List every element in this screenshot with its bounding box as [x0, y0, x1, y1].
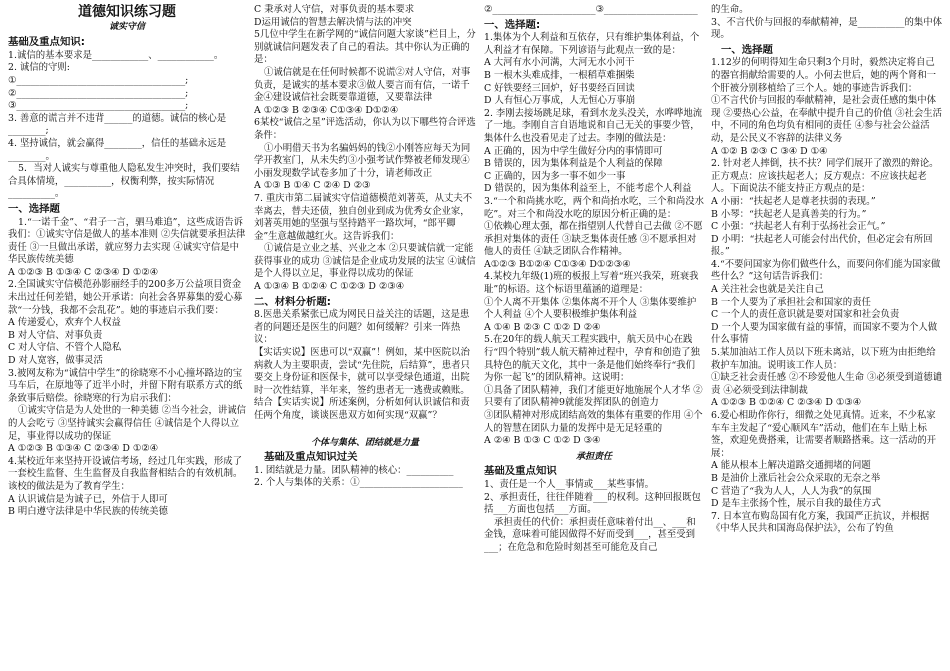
answer-option: D 对人宽容，做事灵活	[8, 355, 103, 367]
knowledge-line: 承担责任的代价：承担责任意味着付出__、___和金钱，意味着可能因做得不好而受到___，甚至受到___；在危急和危险时刻甚至可能危及自己	[484, 516, 696, 553]
answer-option: A 大河有水小河满，大河无水小河干	[484, 57, 635, 69]
answer-option: C 正确的，因为多一事不如少一事	[484, 170, 626, 182]
section-heading-analysis: 二、材料分析题:	[254, 295, 331, 308]
answer-options: A ①②③ B ①②④ C ②③④ D ①③④	[711, 397, 862, 409]
answer-option: D 错误的，因为集体利益至上，不能考虑个人利益	[484, 183, 692, 195]
question-statements: ①具备了团队精神，我们才能更好地施展个人才华 ②只要有了团队精神9就能发挥团队的创造力	[484, 384, 703, 409]
question-text: 4.“不要问国家为你们做些什么，而要问你们能为国家做些什么？”这句话告诉我们：	[711, 258, 941, 283]
answer-option: D 是车主张扬个性，展示自我的最佳方式	[711, 498, 881, 510]
knowledge-line: ③____________________________________;	[8, 100, 189, 112]
answer-option: C 营造了“我为人人，人人为我”的氛围	[711, 485, 872, 497]
answer-options: A ①②③ B ①③④ C ②③④ D ①②④	[8, 443, 159, 455]
answer-options: A ①③④ B ①②④ C ①②③ D ②③④	[254, 281, 405, 293]
material-text: 【实话实说】医患可以“双赢”！例如，某中医院以治病救人为主要职责，尝试“先住院，后结算”，患者只要交上身份证和医保卡，就可以享受绿色通道，出院时一次性结算，半年来，签约患者无一逃费或赖账。	[254, 347, 470, 396]
knowledge-line: 3、不言代价与回报的奉献精神，是__________的集中体现。	[711, 16, 942, 41]
answer-option: A 传递爱心，欢弃个人权益	[8, 317, 121, 329]
answer-option: A 正确的，因为中学生做好分内的事情即可	[484, 145, 663, 157]
knowledge-line: ②______________________③____________________	[484, 4, 698, 15]
unit-title: 个体与集体、团结就是力量	[310, 437, 419, 448]
answer-option: C 好铁要经三回炉，好书要经百回读	[484, 82, 635, 94]
answer-options: A ②④ B ①③ C ①② D ③④	[484, 435, 601, 447]
section-heading-knowledge: 基础及重点知识过关	[264, 451, 358, 464]
knowledge-line: 的生命。	[711, 4, 749, 15]
question-statements: ③团队精神对形成团结高效的集体有重要的作用 ④个人的智慧在团队力量的发挥中是无足轻重的	[484, 410, 703, 434]
knowledge-line: 1. 团结就是力量。团队精神的核心：__________	[254, 464, 454, 476]
answer-options: A ①④ B ②③ C ①② D ②④	[484, 321, 601, 333]
answer-option: D 小明：“扶起老人可能会付出代价，但必定会有所回报。”	[711, 233, 933, 258]
answer-option: B 是油价上涨后社会公众采取的无奈之举	[711, 472, 881, 484]
question-text: 5.在20年的载人航天工程实践中，航天员中心在践行“四个特别”载人航天精神过程中，孕育和创造了独具特色的航天文化，其中一条是他们始终奉行“我们为你一起飞”的团队精神。这说明：	[484, 334, 700, 384]
answer-option: C 一个人的责任意识就是要对国家和社会负责	[711, 309, 900, 321]
answer-option: A 关注社会也就是关注自己	[711, 284, 824, 296]
answer-option: C 对人守信、不管个人隐私	[8, 342, 122, 354]
answer-options: A ①③ B ①④ C ②④ D ②③	[254, 180, 371, 192]
answer-option: D运用诚信的智慧去解决情与法的冲突	[254, 16, 412, 28]
column-4	[711, 4, 943, 536]
question-text: 1.12岁的何明得知生命只剩3个月时，毅然决定将自己的器官捐献给需要的人。小何去世后，她的两个肾和一个肝被分别移植给了三个人。她的事迹告诉我们：	[711, 57, 937, 94]
question-text: 2.全国诚实守信模范孙影丽经手的200多万公益项目资金未出过任何差错，她公开承诺：向社会各界募集的爱心募款“一分钱，我都不会乱花”。她的事迹启示我们要：	[8, 279, 243, 316]
question-text: 3.“一个和尚挑水吃，两个和尚抬水吃，三个和尚没水吃”。对三个和尚没水吃的原因分析正确的是：	[484, 195, 704, 220]
question-statements: ①小明借天书为名骗妈妈的钱②小刚答应每天为同学开教室门，从未失约③小强考试作弊被老师发现④小丽发现数学试卷多加了十分，请老师改正	[254, 142, 471, 179]
knowledge-line: 4. 坚持诚信，就会赢得________，信任的基础永远是________。	[8, 137, 227, 162]
knowledge-line: 1.诚信的基本要求是____________、____________。	[8, 49, 224, 61]
section-heading-choice: 一、选择题	[8, 202, 60, 215]
question-statements: ①诚信是立业之基、兴业之本 ②只要诚信就一定能获得事业的成功 ③诚信是企业成功发展的法宝 ④诚信是个人得以立足，事业得以成功的保证	[254, 243, 476, 280]
answer-option: A 认识诚信是为诚子已，外信于人即可	[8, 493, 168, 505]
question-text: 5几位中学生在新学网的“诚信问题大家谈”栏目上，分别就诚信问题发表了自己的看法。其中你认为正确的是：	[254, 29, 476, 66]
answer-option: B 一根木头难成排，一根稻草难捆柴	[484, 69, 635, 81]
question-text: 4.某校近年来坚持开设诚信考场，经过几年实践，形成了一套校生监督、生生监督及自我监督相结合的有效机制。该校的做法是为了教育学生：	[8, 455, 243, 492]
question-text: 2. 针对老人摔倒，扶不扶？同学们展开了激烈的辩论。正方观点：应该扶起老人；反方观点：不应该扶起老人。下面说法不能支持正方观点的是：	[711, 158, 939, 195]
section-heading-knowledge: 基础及重点知识:	[8, 36, 85, 49]
section-heading-knowledge: 基础及重点知识	[484, 465, 557, 478]
answer-option: C 秉承对人守信，对事负责的基本要求	[254, 4, 415, 15]
answer-option: C 小强：“扶起老人有利于弘扬社会正气。”	[711, 221, 886, 233]
question-text: 4.某校九年级(1)班的板报上写着“班兴我荣，班衰我耻”的标语。这个标语里蕴涵的道理是：	[484, 271, 699, 296]
question-text: 1.“一诺千金”、“君子一言，驷马难追”，这些成语告诉我们：①诚实守信是做人的基本准则 ②失信就要承担法律责任 ③一旦做出承诺，就应努力去实现 ④诚实守信是中华民族传统美德	[8, 216, 246, 266]
question-text: 7. 日本宣布购岛国有化方案，我国严正抗议，并根据《中华人民共和国海岛保护法》，公布了钓鱼	[711, 510, 930, 535]
question-text: 5.某加油站工作人员以下班未离站，以下班为由拒绝给救护车加油。说明该工作人员：	[711, 347, 936, 371]
knowledge-line: 2、承担责任，往往伴随着___的权利。这种回报既包括___方面也包括___方面。	[484, 491, 701, 516]
knowledge-line: 1、责任是一个人__事情或___某些事情。	[484, 478, 655, 490]
answer-option: B 对人守信、对事负责	[8, 329, 103, 341]
knowledge-line: 5．当对人诚实与尊重他人隐私发生冲突时，我们要结合具体情境，__________，权衡利弊，按实际情况__________。	[8, 163, 240, 200]
unit-title: 承担责任	[575, 451, 612, 462]
knowledge-line: 2. 个人与集体的关系：①______________________	[254, 477, 463, 489]
answer-options: A①②③ B①②④ C①③④ D①②③④	[484, 258, 631, 270]
answer-option: D 一个人要为国家做有益的事情，而国家不要为个人做什么事情	[711, 321, 938, 346]
answer-option: B 明白遵守法律是中华民族的传统美德	[8, 506, 168, 518]
question-text: 6某校“诚信之星”评选活动，你认为以下哪些符合评选条件：	[254, 117, 476, 141]
answer-options: A ①② B ②③ C ③④ D ①④	[711, 145, 828, 157]
column-3	[484, 4, 704, 555]
answer-option: A 能从根本上解决道路交通拥堵的问题	[711, 460, 871, 472]
question-text: 3.被网友称为“诚信中学生”的徐晓寒不小心撞坏路边的宝马车后，在原地等了近半小时，并留下附有联系方式的纸条致事后赔偿。徐晓寒的行为启示我们：	[8, 367, 243, 404]
question-statements: ①诚信就是在任何时候都不说谎②对人守信，对事负责，是诚实的基本要求③做人要言而有信，一诺千金④建设诚信社会既要靠道德，又要靠法律	[254, 66, 471, 104]
answer-options: A ①②③ B ①③④ C ②③④ D ①②④	[8, 266, 159, 278]
question-statements: ①缺乏社会责任感 ②不珍爱他人生命 ③必须受到道德谴责 ④必须受到法律制裁	[711, 372, 942, 396]
section-heading-choice: 一、选择题	[721, 43, 773, 56]
answer-option: A 小丽：“扶起老人是尊老扶弱的表现。”	[711, 195, 876, 207]
column-2	[254, 4, 476, 490]
answer-options: A ①②③ B ②③④ C①③④ D①②④	[254, 104, 399, 116]
answer-option: B 小琴：“扶起老人是真善美的行为。”	[711, 208, 867, 220]
page-title: 道德知识练习题	[78, 4, 176, 20]
answer-option: B 错误的，因为集体利益是个人利益的保障	[484, 158, 663, 170]
question-statements: ①个人离不开集体 ②集体离不开个人 ③集体要维护个人利益 ④个人要积极维护集体利益	[484, 296, 697, 321]
knowledge-line: ②____________________________________;	[8, 87, 189, 99]
question-text: 8.医患关系紧张已成为网民日益关注的话题，这是患者的问题还是医生的问题？如何缓解？引来一阵热议：	[254, 309, 470, 346]
question-statements: ①依赖心理太强，都在指望别人代替自己去做 ②不愿承担对集体的责任 ③缺乏集体责任感 ③不愿承担对他人的责任 ④缺乏团队合作精神。	[484, 221, 703, 258]
question-statements: ①不言代价与回报的奉献精神，是社会责任感的集中体现 ②要热心公益，在奉献中提升自己的价值 ③社会生活中，不同的角色均负有相同的责任 ④参与社会公益活动，是公民义不容辞的法律义务	[711, 95, 942, 144]
question-statements: ①诚实守信是为人处世的一种美德 ②当今社会，讲诚信的人会吃亏 ③坚持诚实会赢得信任 ④诚信是个人得以立足，事业得以成功的保证	[8, 405, 246, 442]
question-text: 6.爱心相助作你行，细微之处见真情。近来，不少私家车车主发起了“爱心顺风车”活动，他们在车上贴上标签，欢迎免费搭乘，让需要者顺路搭乘。这一活动的开展：	[711, 410, 937, 459]
knowledge-line: 2. 诚信的守则:	[8, 62, 70, 74]
answer-option: B 一个人要为了承担社会和国家的责任	[711, 296, 871, 308]
question-prompt: 结合【实话实说】所述案例，分析如何认识诚信和责任两个角度，谈谈医患双方如何实现“双赢”？	[254, 397, 470, 421]
knowledge-line: ①____________________________________;	[8, 74, 189, 86]
question-text: 7. 重庆市第二届诚实守信道德模范刘著英，从丈夫不幸离去，替夫还债，独自创业到成为优秀女企业家，刘著英用她的坚强与坚持踏平一路坎坷，“郎平卿金”生意越做越红火。这告诉我们：	[254, 192, 473, 242]
question-text: 1.集体为个人利益和互依存，只有维护集体利益，个人利益才有保障。下列谚语与此观点一致的是：	[484, 32, 700, 56]
knowledge-line: 3. 善意的谎言并不违背______的道德。诚信的核心是________;	[8, 112, 227, 137]
question-text: 2. 李刚去接场跳足球，看到水龙头没关，水哗哗地流了一地。李刚自言自语地说和自己无关的事要少管，集体什么也没看见走了过去。李刚的做法是：	[484, 107, 703, 144]
answer-option: D 人有恒心万事成，人无恒心万事崩	[484, 95, 636, 107]
section-heading-choice: 一、选择题:	[484, 18, 541, 31]
column-1	[8, 4, 246, 519]
unit-subtitle: 诚实守信	[108, 21, 145, 32]
